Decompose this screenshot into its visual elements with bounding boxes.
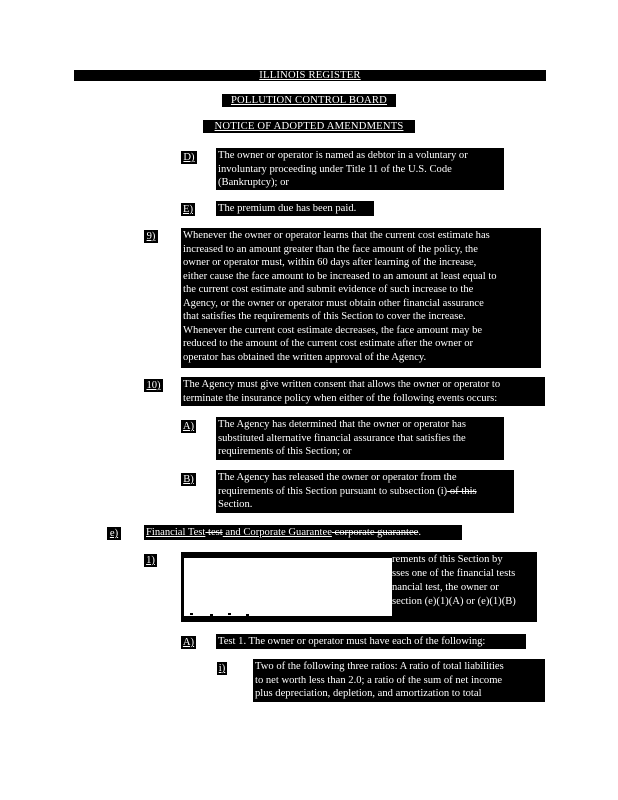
para-9-line-9: reduced to the amount of the current cost estimate after the owner or <box>183 338 474 349</box>
e1-label: 1) <box>144 554 157 567</box>
e1ai-line-2: to net worth less than 2.0; a ratio of the sum of net income <box>255 674 503 686</box>
e1ai-line-1: Two of the following three ratios: A ratio of total liabilities <box>255 661 504 672</box>
para-9-line-3: owner or operator must, within 60 days after learning of the increase, <box>183 257 477 268</box>
scan-speck <box>228 613 231 615</box>
para-9-line-5: the current cost estimate and submit evidence of such increase to the <box>183 284 474 295</box>
para-10b-label: B) <box>181 473 196 486</box>
e1-fragment-2: sses one of the financial tests <box>392 568 516 579</box>
para-10-line-2: terminate the insurance policy when either of the following events occurs: <box>183 392 498 404</box>
para-10a-line-2: substituted alternative financial assurance that satisfies the <box>218 432 466 444</box>
para-9-label: 9) <box>144 230 158 243</box>
subsection-e-heading <box>144 525 462 540</box>
e1ai-line-3: plus depreciation, depletion, and amortization to total <box>255 688 482 699</box>
para-10-label: 10) <box>144 379 163 392</box>
e1-fragment-1: rements of this Section by <box>392 554 503 565</box>
para-9-line-10: operator has obtained the written approval of the Agency. <box>183 351 427 363</box>
e1-fragment-4: section (e)(1)(A) or (e)(1)(B) <box>392 596 516 607</box>
para-9-line-7: that satisfies the requirements of this Section to cover the increase. <box>183 311 466 322</box>
register-title: ILLINOIS REGISTER <box>259 70 361 81</box>
e1a-label: A) <box>182 637 195 648</box>
para-9-line-6: Agency, or the owner or operator must obtain other financial assurance <box>183 297 484 309</box>
e-heading-part-2: and Corporate Guarantee <box>222 527 332 538</box>
item-d-text <box>216 148 504 190</box>
e1-redaction <box>184 558 392 616</box>
e1-fragment-3: nancial test, the owner or <box>392 582 499 593</box>
item-e-label: E) <box>183 204 193 215</box>
para-9-line-1: Whenever the owner or operator learns that the current cost estimate has <box>183 230 490 241</box>
scan-speck <box>190 613 193 615</box>
para-9-text <box>181 228 541 368</box>
para-10b-line-2-main: requirements of this Section pursuant to subsection (i) <box>218 485 448 497</box>
para-10b-struck-text: of this <box>447 485 477 497</box>
e-heading-struck-1: test <box>205 527 223 538</box>
item-d-line-1: The owner or operator is named as debtor in a voluntary or <box>218 150 468 161</box>
scan-speck <box>246 614 249 616</box>
para-9-line-8: Whenever the current cost estimate decreases, the face amount may be <box>183 324 483 336</box>
e1-fragments <box>392 553 542 609</box>
subsection-e-label: e) <box>107 527 121 540</box>
item-d-line-3: (Bankruptcy); or <box>218 177 289 188</box>
item-e-text: The premium due has been paid. <box>216 201 374 216</box>
para-10-line-1: The Agency must give written consent that allows the owner or operator to <box>183 379 501 390</box>
item-d-line-2: involuntary proceeding under Title 11 of the U.S. Code <box>218 163 452 175</box>
para-10a-label: A) <box>182 421 195 432</box>
para-10b-line-1: The Agency has released the owner or operator from the <box>218 472 457 483</box>
para-10a-text <box>216 417 504 460</box>
para-10b-line-3: Section. <box>218 499 253 510</box>
para-9-line-2: increased to an amount greater than the face amount of the policy, the <box>183 243 478 255</box>
para-10a-line-1: The Agency has determined that the owner or operator has <box>218 419 466 430</box>
scan-speck <box>210 614 213 616</box>
e1ai-label: i) <box>218 663 226 674</box>
para-10b-line-2 <box>218 485 512 499</box>
para-9-line-4: either cause the face amount to be increased to an amount at least equal to <box>183 270 497 282</box>
para-10b-text <box>216 470 514 513</box>
item-d-label: D) <box>181 151 197 164</box>
e1ai-text <box>253 659 545 702</box>
para-10a-line-3: requirements of this Section; or <box>218 446 352 457</box>
e-heading-end: . <box>418 527 422 538</box>
notice-title: NOTICE OF ADOPTED AMENDMENTS <box>203 120 415 133</box>
e-heading-part-1: Financial Test <box>146 527 206 538</box>
e-heading-struck-2: corporate guarantee <box>331 527 419 538</box>
board-title: POLLUTION CONTROL BOARD <box>222 94 396 107</box>
para-10-text <box>181 377 545 406</box>
e1a-text: Test 1. The owner or operator must have each of the following: <box>216 634 526 649</box>
